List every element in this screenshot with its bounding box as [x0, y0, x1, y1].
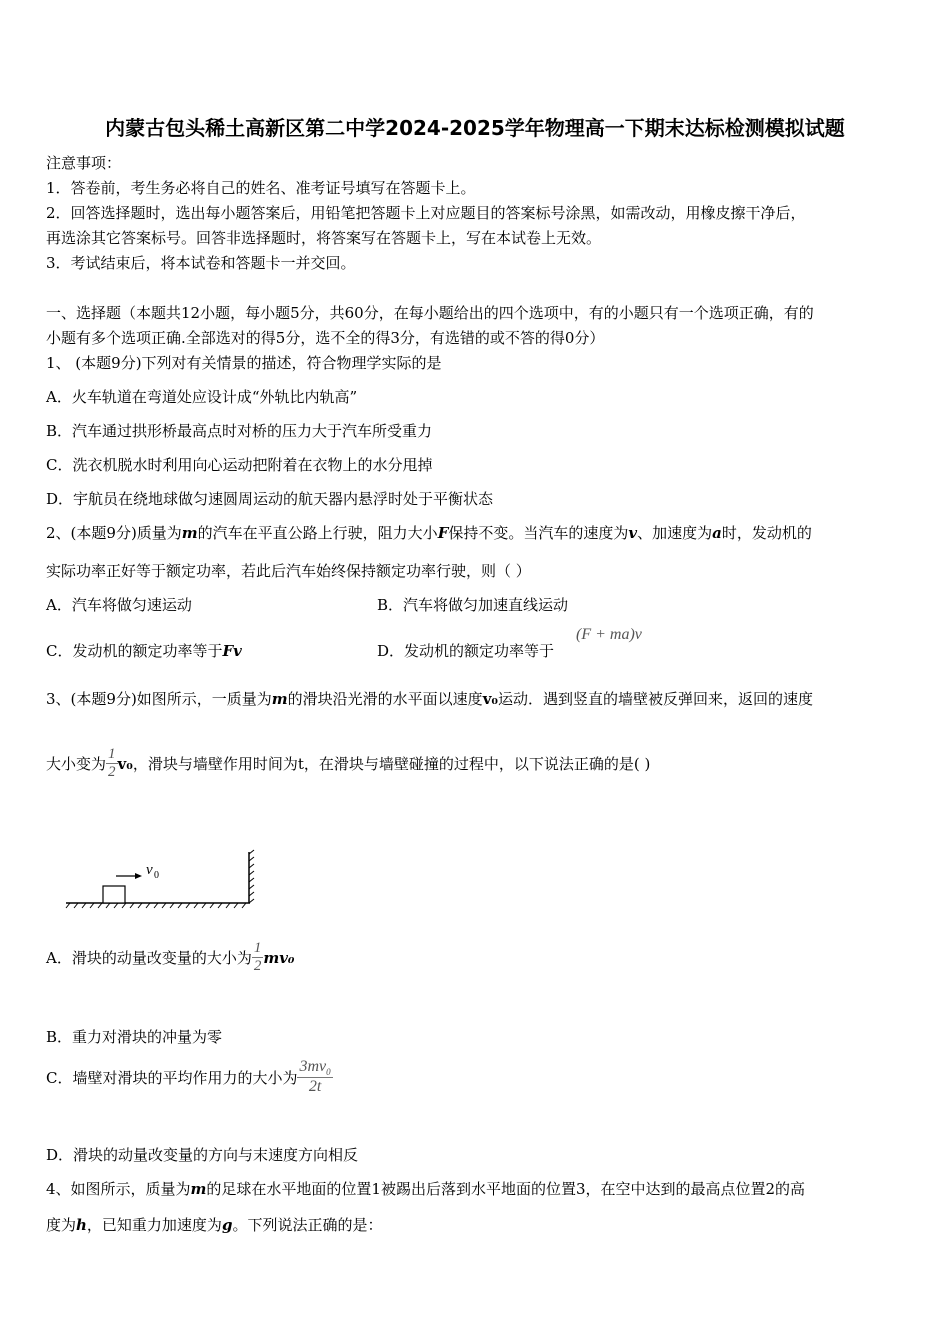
- q2-option-d: D．发动机的额定功率等于: [377, 642, 555, 660]
- q3-option-b: B．重力对滑块的冲量为零: [46, 1028, 223, 1046]
- q1-option-d: D．宇航员在绕地球做匀速圆周运动的航天器内悬浮时处于平衡状态: [46, 490, 494, 508]
- fraction-half: $\frac{1}{2}$: [253, 940, 262, 974]
- q2-option-a: A．汽车将做匀速运动: [46, 596, 192, 614]
- q2-option-c: C．发动机的额定功率等于Fv: [46, 642, 242, 660]
- q3-option-c: C．墙壁对滑块的平均作用力的大小为 $\frac{3mv_0}{2t}$: [46, 1058, 331, 1096]
- q1-option-c: C．洗衣机脱水时利用向心运动把附着在衣物上的水分甩掉: [46, 456, 433, 474]
- section-header: 一、选择题（本题共12小题，每小题5分，共60分，在每小题给出的四个选项中，有的小题只有一个选项正确，有的: [46, 304, 814, 322]
- q3-option-d: D．滑块的动量改变量的方向与末速度方向相反: [46, 1146, 359, 1164]
- page-title: 内蒙古包头稀土高新区第二中学2024-2025学年物理高一下期末达标检测模拟试题: [105, 116, 845, 140]
- fraction-force: $\frac{3mv_0}{2t}$: [299, 1058, 331, 1096]
- q1-option-a: A．火车轨道在弯道处应设计成“外轨比内轨高”: [46, 388, 358, 406]
- q3-option-a: A．滑块的动量改变量的大小为 $\frac{1}{2}$ mv₀: [46, 940, 295, 974]
- slider-block: [103, 886, 125, 903]
- arrow-head-icon: [135, 873, 142, 879]
- notice-item: 再选涂其它答案标号。回答非选择题时，将答案写在答题卡上，写在本试卷上无效。: [46, 229, 602, 247]
- velocity-subscript: 0: [154, 870, 159, 881]
- q1-option-b: B．汽车通过拱形桥最高点时对桥的压力大于汽车所受重力: [46, 422, 433, 440]
- q4-stem-line2: 度为h，已知重力加速度为g。下列说法正确的是：: [46, 1216, 383, 1234]
- notice-heading: 注意事项：: [46, 154, 122, 172]
- q3-stem: 3、(本题9分)如图所示，一质量为m的滑块沿光滑的水平面以速度v₀运动．遇到竖直的墙壁被反弹回来，返回的速度: [46, 690, 813, 708]
- q3-stem-line2: 大小变为 $\frac{1}{2}$ v₀ ，滑块与墙壁作用时间为t，在滑块与墙壁碰撞的过程中，以下说法正确的是( ): [46, 746, 651, 780]
- q4-stem: 4、如图所示，质量为m的足球在水平地面的位置1被踢出后落到水平地面的位置3，在空中达到的最高点位置2的高: [46, 1180, 806, 1198]
- fraction-half: $\frac{1}{2}$: [108, 746, 116, 780]
- q2-stem: 2、(本题9分)质量为m的汽车在平直公路上行驶，阻力大小F保持不变。当汽车的速度为v、加速度为a时，发动机的: [46, 524, 812, 542]
- notice-item: 1．答卷前，考生务必将自己的姓名、准考证号填写在答题卡上。: [46, 179, 476, 197]
- q1-stem: 1、 (本题9分)下列对有关情景的描述，符合物理学实际的是: [46, 354, 442, 372]
- q2-stem-line2: 实际功率正好等于额定功率，若此后汽车始终保持额定功率行驶，则（ ）: [46, 562, 531, 580]
- section-header: 小题有多个选项正确.全部选对的得5分，选不全的得3分，有选错的或不答的得0分）: [46, 329, 605, 347]
- q3-figure: [60, 848, 260, 910]
- q2-option-d-formula: (F + ma)v: [576, 626, 642, 643]
- notice-item: 2．回答选择题时，选出每小题答案后，用铅笔把答题卡上对应题目的答案标号涂黑，如需改动，用橡皮擦干净后，: [46, 204, 806, 222]
- notice-item: 3．考试结束后，将本试卷和答题卡一并交回。: [46, 254, 356, 272]
- q2-option-b: B．汽车将做匀加速直线运动: [377, 596, 569, 614]
- velocity-label: v: [146, 862, 153, 878]
